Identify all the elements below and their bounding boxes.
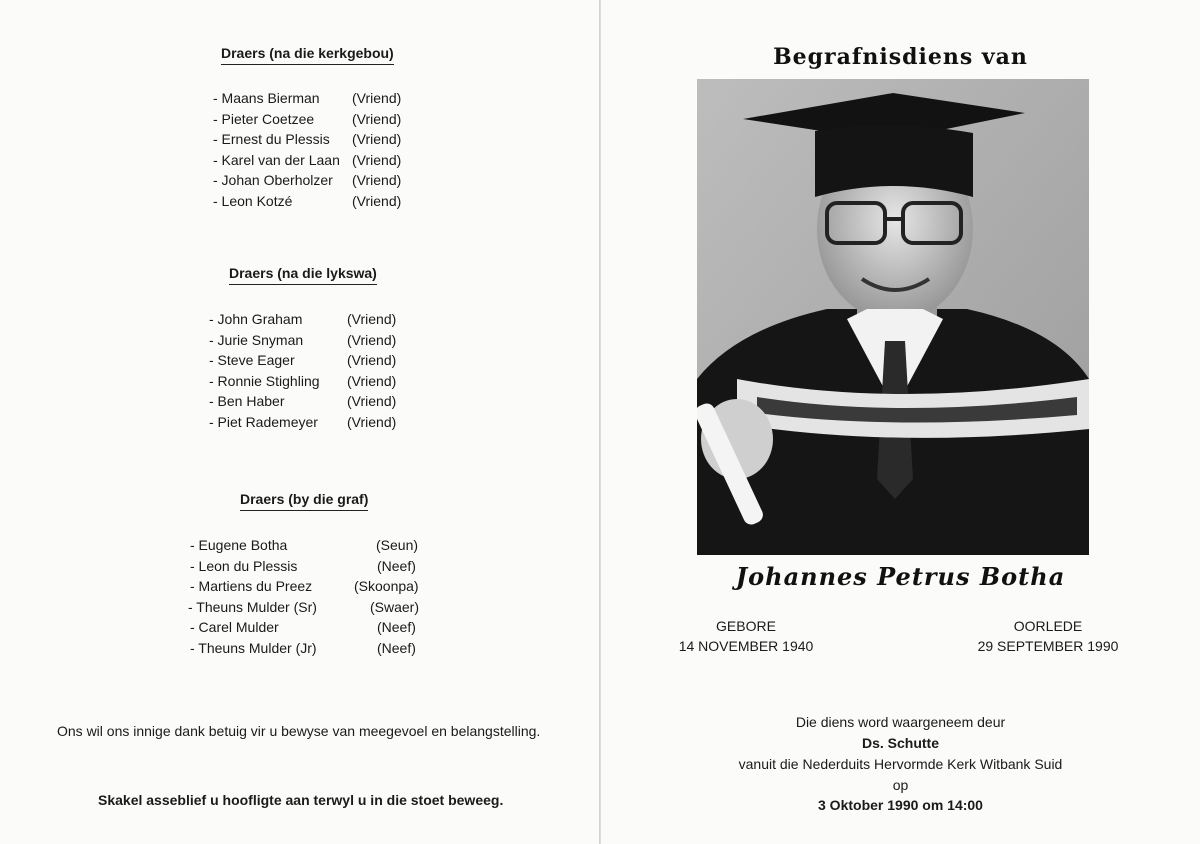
minister-name: Ds. Schutte [861,735,939,751]
deceased-name: Johannes Petrus Botha [735,562,1066,591]
service-church: vanuit die Nederduits Hervormde Kerk Witbank Suid [738,756,1063,772]
service-heading: Begrafnisdiens van [773,44,1028,70]
bearer-name: - Johan Oberholzer [213,172,333,189]
list-item [190,638,430,659]
list-item [213,150,413,171]
bearer-name: - Ernest du Plessis [213,131,330,148]
died-date: 29 SEPTEMBER 1990 [977,638,1119,654]
bearer-name: - Maans Bierman [213,90,320,106]
bearer-name: - Steve Eager [209,352,295,369]
bearer-relation: (Neef) [377,619,416,636]
service-line-1: Die diens word waargeneem deur [795,714,1006,730]
bearer-relation: (Vriend) [352,172,402,189]
headlights-note: Skakel asseblief u hoofligte aan terwyl u in die stoet beweeg. [98,792,504,808]
bearer-name: - Piet Rademeyer [209,413,318,430]
bearer-relation: (Neef) [377,557,416,574]
list-item [213,129,413,150]
bearer-relation: (Vriend) [347,372,397,389]
list-item [209,391,409,412]
bearer-relation: (Skoonpa) [354,578,419,595]
right-page [601,0,1200,844]
bearer-relation: (Vriend) [352,192,402,209]
list-item [209,330,409,351]
bearer-name: - Ronnie Stighling [209,372,320,389]
bearer-list-church [213,88,413,212]
list-item [213,109,413,130]
section-title-grave: Draers (by die graf) [240,491,368,511]
bearer-name: - Martiens du Preez [190,578,313,595]
bearer-name: - Theuns Mulder (Jr) [190,639,317,656]
bearer-list-grave [190,535,430,659]
bearer-list-hearse [209,309,409,433]
died-block [963,616,1133,656]
born-block [671,616,821,656]
list-item [190,556,430,577]
list-item [190,597,430,618]
bearer-name: - Carel Mulder [190,619,279,636]
list-item [213,191,413,212]
bearer-relation: (Vriend) [347,352,397,369]
bearer-relation: (Vriend) [352,131,402,148]
portrait-illustration [697,79,1089,555]
bearer-name: - Ben Haber [209,393,285,410]
list-item [190,535,430,556]
list-item [209,350,409,371]
section-title-hearse: Draers (na die lykswa) [229,265,377,285]
list-item [209,309,409,330]
bearer-name: - Leon du Plessis [190,557,298,574]
bearer-name: - Karel van der Laan [213,151,340,168]
bearer-relation: (Vriend) [352,151,402,168]
thanks-note: Ons wil ons innige dank betuig vir u bewyse van meegevoel en belangstelling. [57,723,541,739]
list-item [209,412,409,433]
bearer-name: - John Graham [209,311,303,327]
left-page [0,0,599,844]
bearer-name: - Theuns Mulder (Sr) [188,598,317,615]
bearer-relation: (Neef) [377,639,416,656]
bearer-relation: (Vriend) [347,311,397,327]
service-on: op [892,777,909,793]
list-item [190,617,430,638]
list-item [209,371,409,392]
bearer-relation: (Vriend) [352,90,402,106]
list-item [190,576,430,597]
bearer-relation: (Seun) [376,537,419,553]
section-title-church: Draers (na die kerkgebou) [221,45,394,65]
born-date: 14 NOVEMBER 1940 [678,638,814,654]
portrait-photo [697,79,1089,555]
bearer-relation: (Vriend) [352,110,402,127]
bearer-name: - Jurie Snyman [209,331,304,348]
bearer-relation: (Swaer) [370,598,420,615]
bearer-name: - Leon Kotzé [213,192,293,209]
service-datetime: 3 Oktober 1990 om 14:00 [818,797,983,813]
bearer-relation: (Vriend) [347,413,397,430]
bearer-name: - Eugene Botha [190,537,288,553]
died-label: OORLEDE [1013,618,1083,634]
born-label: GEBORE [716,618,776,634]
bearer-relation: (Vriend) [347,331,397,348]
bearer-relation: (Vriend) [347,393,397,410]
bearer-name: - Pieter Coetzee [213,110,315,127]
list-item [213,170,413,191]
list-item [213,88,413,109]
